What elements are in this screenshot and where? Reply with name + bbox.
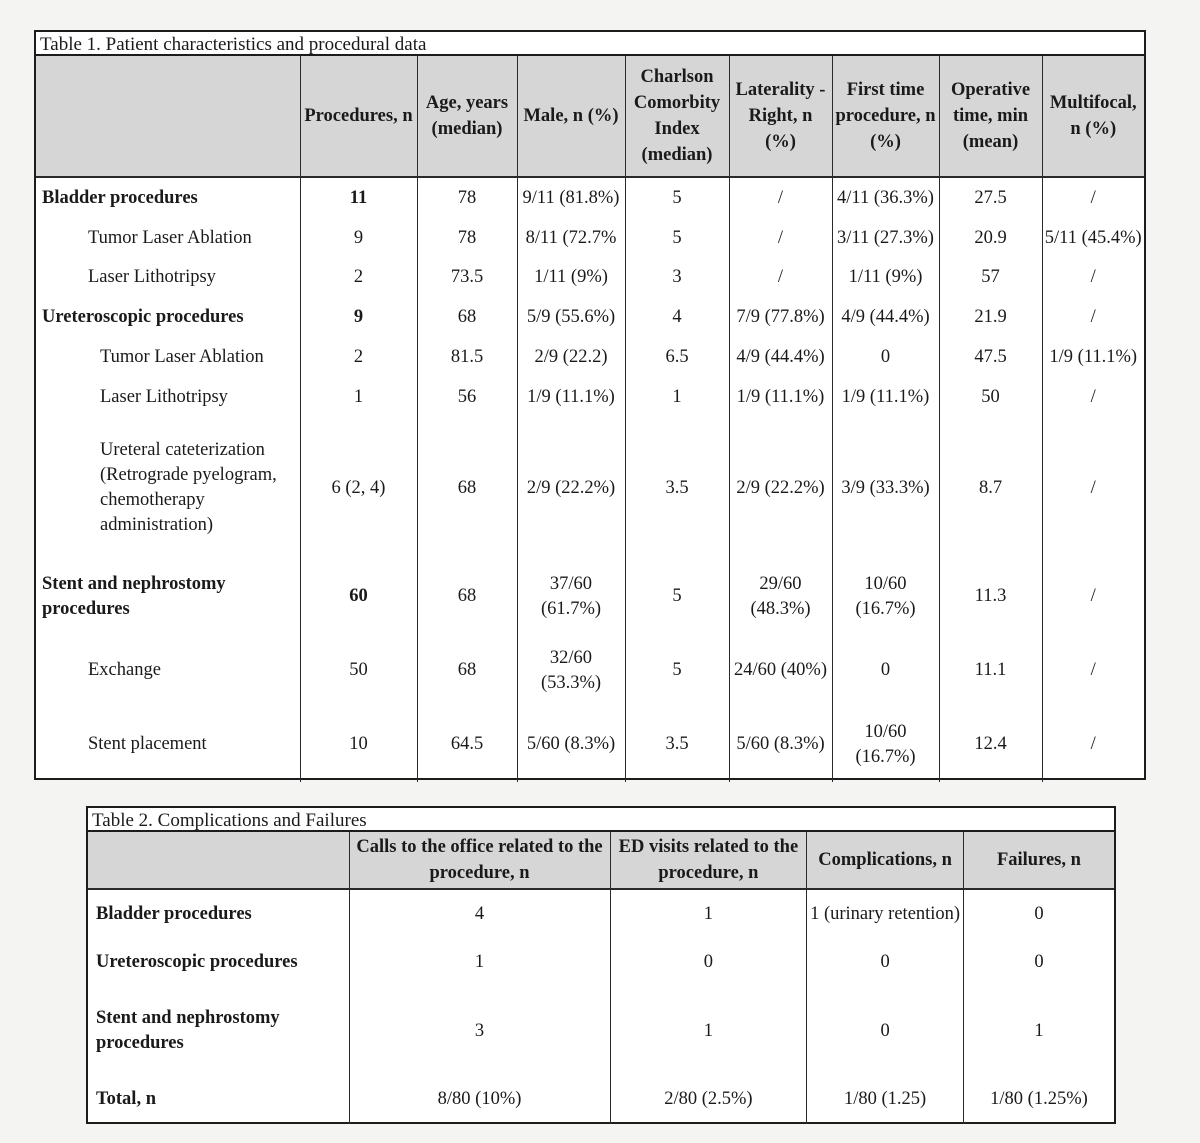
table-2-column-header: ED visits related to the procedure, n bbox=[610, 832, 807, 889]
table-cell: / bbox=[729, 258, 832, 298]
row-label: Exchange bbox=[88, 660, 161, 681]
table-cell: 64.5 bbox=[417, 708, 517, 782]
table-cell: / bbox=[1042, 634, 1144, 708]
table-cell: / bbox=[1042, 708, 1144, 782]
table-row bbox=[88, 1076, 1114, 1124]
row-label: Laser Lithotripsy bbox=[88, 267, 216, 288]
table-2-column-header: Complications, n bbox=[807, 832, 964, 889]
table-row bbox=[88, 889, 1114, 939]
table-row bbox=[36, 560, 1144, 634]
table-row bbox=[36, 417, 1144, 560]
table-cell: 1 bbox=[963, 987, 1114, 1076]
table-cell: 4/9 (44.4%) bbox=[832, 298, 939, 338]
table-row bbox=[36, 634, 1144, 708]
row-label: Ureteroscopic procedures bbox=[96, 952, 298, 973]
table-2-grid bbox=[88, 832, 1114, 1124]
table-row bbox=[36, 258, 1144, 298]
table-cell: 0 bbox=[832, 634, 939, 708]
table-cell: 21.9 bbox=[939, 298, 1042, 338]
table-cell: 68 bbox=[417, 417, 517, 560]
table-cell: 1/11 (9%) bbox=[517, 258, 625, 298]
table-cell: / bbox=[1042, 417, 1144, 560]
table-1-column-header: Male, n (%) bbox=[517, 56, 625, 177]
table-cell: 1/9 (11.1%) bbox=[1042, 338, 1144, 378]
table-cell: 8.7 bbox=[939, 417, 1042, 560]
table-cell: 9 bbox=[300, 218, 417, 258]
table-1 bbox=[34, 30, 1146, 780]
row-label: Bladder procedures bbox=[96, 903, 252, 924]
row-label: Tumor Laser Ablation bbox=[88, 227, 252, 248]
table-cell: 5/11 (45.4%) bbox=[1042, 218, 1144, 258]
table-1-corner-header bbox=[36, 56, 300, 177]
table-cell: 24/60 (40%) bbox=[729, 634, 832, 708]
table-cell: 3.5 bbox=[625, 708, 729, 782]
table-cell: 8/80 (10%) bbox=[349, 1076, 610, 1124]
table-cell: 2/9 (22.2%) bbox=[517, 417, 625, 560]
table-cell: 10/60 (16.7%) bbox=[832, 708, 939, 782]
table-cell: 2/80 (2.5%) bbox=[610, 1076, 807, 1124]
table-cell: 11.3 bbox=[939, 560, 1042, 634]
table-cell: 0 bbox=[807, 939, 964, 987]
table-cell: 1 bbox=[610, 987, 807, 1076]
table-cell: 3/11 (27.3%) bbox=[832, 218, 939, 258]
table-cell: 29/60 (48.3%) bbox=[729, 560, 832, 634]
table-cell: 11.1 bbox=[939, 634, 1042, 708]
table-cell: 6 (2, 4) bbox=[300, 417, 417, 560]
table-1-column-header: Multifocal, n (%) bbox=[1042, 56, 1144, 177]
table-cell: 0 bbox=[610, 939, 807, 987]
table-cell: 0 bbox=[963, 889, 1114, 939]
table-1-header bbox=[36, 56, 1144, 177]
row-label: Stent and nephrostomy procedures bbox=[42, 573, 226, 619]
table-2-header bbox=[88, 832, 1114, 889]
row-label: Total, n bbox=[96, 1089, 156, 1110]
table-cell: 9/11 (81.8%) bbox=[517, 177, 625, 218]
table-cell: 68 bbox=[417, 560, 517, 634]
table-cell: / bbox=[1042, 177, 1144, 218]
table-row bbox=[36, 377, 1144, 417]
table-cell: 0 bbox=[832, 338, 939, 378]
table-cell: 1/80 (1.25%) bbox=[963, 1076, 1114, 1124]
table-cell: 68 bbox=[417, 634, 517, 708]
table-cell: 2 bbox=[300, 258, 417, 298]
table-cell: 5 bbox=[625, 218, 729, 258]
table-cell: 3 bbox=[625, 258, 729, 298]
table-cell: / bbox=[1042, 377, 1144, 417]
table-cell: 32/60 (53.3%) bbox=[517, 634, 625, 708]
table-row bbox=[36, 708, 1144, 782]
table-2-body bbox=[88, 889, 1114, 1124]
table-2-caption: Table 2. Complications and Failures bbox=[88, 808, 1114, 832]
table-cell: 47.5 bbox=[939, 338, 1042, 378]
table-cell: 1 bbox=[625, 377, 729, 417]
table-row bbox=[36, 218, 1144, 258]
table-cell: 5 bbox=[625, 634, 729, 708]
table-cell: / bbox=[729, 218, 832, 258]
table-2 bbox=[86, 806, 1116, 1124]
table-1-body bbox=[36, 177, 1144, 782]
table-cell: 57 bbox=[939, 258, 1042, 298]
row-label: Ureteral cateterization (Retrograde pyelogram, chemotherapy administration) bbox=[100, 440, 277, 536]
table-cell: 2 bbox=[300, 338, 417, 378]
table-1-column-header: Age, years (median) bbox=[417, 56, 517, 177]
table-cell: 1 bbox=[610, 889, 807, 939]
table-1-grid bbox=[36, 56, 1144, 782]
table-cell: 37/60 (61.7%) bbox=[517, 560, 625, 634]
table-cell: 11 bbox=[300, 177, 417, 218]
table-cell: 56 bbox=[417, 377, 517, 417]
table-cell: 3/9 (33.3%) bbox=[832, 417, 939, 560]
row-label: Stent and nephrostomy procedures bbox=[96, 1008, 280, 1054]
table-cell: 1 (urinary retention) bbox=[807, 889, 964, 939]
table-cell: 81.5 bbox=[417, 338, 517, 378]
table-cell: 1/9 (11.1%) bbox=[729, 377, 832, 417]
table-1-column-header: Operative time, min (mean) bbox=[939, 56, 1042, 177]
table-cell: 73.5 bbox=[417, 258, 517, 298]
table-cell: 6.5 bbox=[625, 338, 729, 378]
table-row bbox=[36, 338, 1144, 378]
table-cell: 5 bbox=[625, 560, 729, 634]
table-row bbox=[88, 987, 1114, 1076]
table-row bbox=[88, 939, 1114, 987]
table-cell: / bbox=[1042, 298, 1144, 338]
table-cell: 1 bbox=[300, 377, 417, 417]
row-label: Stent placement bbox=[88, 734, 207, 755]
table-1-caption: Table 1. Patient characteristics and procedural data bbox=[36, 32, 1144, 56]
table-2-column-header: Failures, n bbox=[963, 832, 1114, 889]
table-cell: 78 bbox=[417, 218, 517, 258]
table-cell: 4 bbox=[625, 298, 729, 338]
table-cell: 2/9 (22.2%) bbox=[729, 417, 832, 560]
row-label: Bladder procedures bbox=[42, 187, 198, 208]
table-cell: 1/9 (11.1%) bbox=[517, 377, 625, 417]
table-cell: 3.5 bbox=[625, 417, 729, 560]
table-cell: 9 bbox=[300, 298, 417, 338]
table-1-column-header: Laterality -Right, n (%) bbox=[729, 56, 832, 177]
table-cell: 1/9 (11.1%) bbox=[832, 377, 939, 417]
table-cell: 10 bbox=[300, 708, 417, 782]
table-cell: 1 bbox=[349, 939, 610, 987]
table-cell: 0 bbox=[963, 939, 1114, 987]
row-label: Ureteroscopic procedures bbox=[42, 307, 244, 328]
table-1-column-header: First time procedure, n (%) bbox=[832, 56, 939, 177]
table-cell: 5/60 (8.3%) bbox=[729, 708, 832, 782]
table-cell: 50 bbox=[939, 377, 1042, 417]
table-cell: / bbox=[1042, 258, 1144, 298]
row-label: Laser Lithotripsy bbox=[100, 386, 228, 407]
table-cell: 5/9 (55.6%) bbox=[517, 298, 625, 338]
table-2-column-header: Calls to the office related to the procedure, n bbox=[349, 832, 610, 889]
table-cell: 2/9 (22.2) bbox=[517, 338, 625, 378]
table-cell: 12.4 bbox=[939, 708, 1042, 782]
table-cell: 1/80 (1.25) bbox=[807, 1076, 964, 1124]
table-2-corner-header bbox=[88, 832, 349, 889]
table-cell: 1/11 (9%) bbox=[832, 258, 939, 298]
table-cell: 20.9 bbox=[939, 218, 1042, 258]
table-cell: 0 bbox=[807, 987, 964, 1076]
table-1-column-header: Charlson Comorbity Index (median) bbox=[625, 56, 729, 177]
table-cell: 4/11 (36.3%) bbox=[832, 177, 939, 218]
table-cell: 8/11 (72.7% bbox=[517, 218, 625, 258]
table-cell: 5 bbox=[625, 177, 729, 218]
table-cell: 78 bbox=[417, 177, 517, 218]
table-cell: 50 bbox=[300, 634, 417, 708]
table-cell: / bbox=[729, 177, 832, 218]
row-label: Tumor Laser Ablation bbox=[100, 346, 264, 367]
table-cell: 4/9 (44.4%) bbox=[729, 338, 832, 378]
table-cell: 7/9 (77.8%) bbox=[729, 298, 832, 338]
table-cell: 68 bbox=[417, 298, 517, 338]
table-row bbox=[36, 298, 1144, 338]
table-cell: 10/60 (16.7%) bbox=[832, 560, 939, 634]
table-cell: 4 bbox=[349, 889, 610, 939]
table-cell: 60 bbox=[300, 560, 417, 634]
table-cell: 5/60 (8.3%) bbox=[517, 708, 625, 782]
table-1-column-header: Procedures, n bbox=[300, 56, 417, 177]
table-cell: 27.5 bbox=[939, 177, 1042, 218]
table-cell: 3 bbox=[349, 987, 610, 1076]
table-cell: / bbox=[1042, 560, 1144, 634]
table-row bbox=[36, 177, 1144, 218]
